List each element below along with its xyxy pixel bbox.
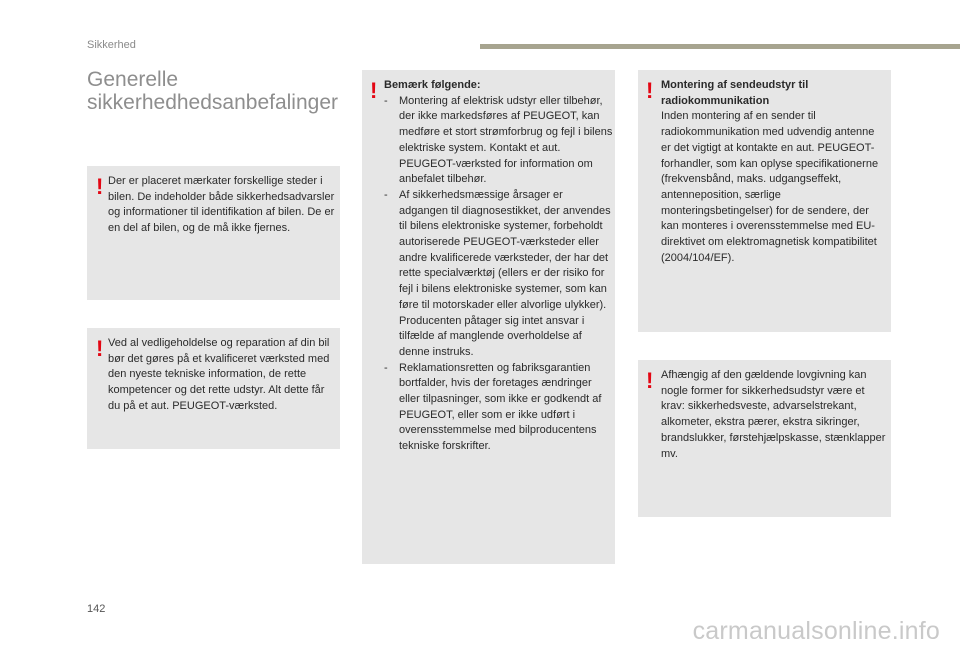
- maintenance-warning-text: Ved al vedligeholdelse og reparation af din bil bør det gøres på et kvalificeret værksted med den nyeste tekniske information, de rette kompetencer og det rette udstyr. Alt dette får du på et aut. PEUGEOT-værksted.: [108, 337, 330, 412]
- warning-icon: !: [96, 174, 104, 199]
- notice-list: [384, 94, 613, 455]
- warning-icon: !: [646, 368, 654, 393]
- stickers-warning-box: [87, 166, 340, 300]
- notice-title: Bemærk følgende:: [384, 79, 481, 91]
- page-number: 142: [87, 603, 106, 615]
- radio-title: Montering af sendeudstyr til radiokommunikation: [661, 79, 809, 107]
- legislation-warning-box: [638, 360, 891, 517]
- legislation-text: Afhængig af den gældende lovgivning kan nogle former for sikkerhedsudstyr være et krav: sikkerhedsveste, advarselstrekant, alkometer, ekstra pærer, ekstra sikringer, brandslukker, førstehjælpskasse, stænklapper mv.: [661, 369, 886, 460]
- page-title: Generelle sikkerhedhedsanbefalinger: [87, 68, 339, 114]
- header-rule: [480, 44, 960, 49]
- list-item: - Montering af elektrisk udstyr eller tilbehør, der ikke markedsføres af PEUGEOT, kan medføre et stort strømforbrug og fejl i bilens elektriske system. Kontakt et aut. PEUGEOT-værksted for information om anbefalet tilbehør.: [384, 94, 613, 188]
- radio-warning-box: [638, 70, 891, 332]
- notice-warning-box: [362, 70, 615, 564]
- radio-content: [661, 78, 887, 266]
- warning-icon: !: [370, 78, 378, 103]
- warning-icon: !: [96, 336, 104, 361]
- list-item: - Af sikkerhedsmæssige årsager er adgangen til diagnosestikket, der anvendes til bilens elektroniske systemer, forbeholdt autoriserede PEUGEOT-værksteder eller andre kvalificerede værksteder, der har det rette specialværktøj (ellers er der risiko for fejl i bilens elektroniske systemer, som kan føre til motorskader eller alvorlige ulykker). Producenten påtager sig intet ansvar i tilfælde af manglende overholdelse af denne instruks.: [384, 188, 613, 361]
- maintenance-warning-box: [87, 328, 340, 449]
- radio-text: Inden montering af en sender til radiokommunikation med udvendig antenne er det vigtigt at kontakte en aut. PEUGEOT-forhandler, som kan oplyse specifikationerne (frekvensbånd, maks. udgangseffekt, antenneposition, særlige monteringsbetingelser) for de sendere, der kan monteres i overensstemmelse med EU-direktivet om elektromagnetisk kompatibilitet (2004/104/EF).: [661, 110, 879, 264]
- list-item: - Reklamationsretten og fabriksgarantien bortfalder, hvis der foretages ændringer eller tilpasninger, som ikke er godkendt af PEUGEOT, eller som er ikke udført i overensstemmelse med bilproducentens tekniske forskrifter.: [384, 361, 613, 455]
- watermark: carmanualsonline.info: [692, 617, 940, 645]
- notice-content: [384, 78, 613, 455]
- section-header: Sikkerhed: [87, 39, 136, 51]
- stickers-warning-text: Der er placeret mærkater forskellige steder i bilen. De indeholder både sikkerhedsadvarsler og informationer til identifikation af bilen. De er en del af bilen, og de må ikke fjernes.: [108, 175, 335, 235]
- warning-icon: !: [646, 78, 654, 103]
